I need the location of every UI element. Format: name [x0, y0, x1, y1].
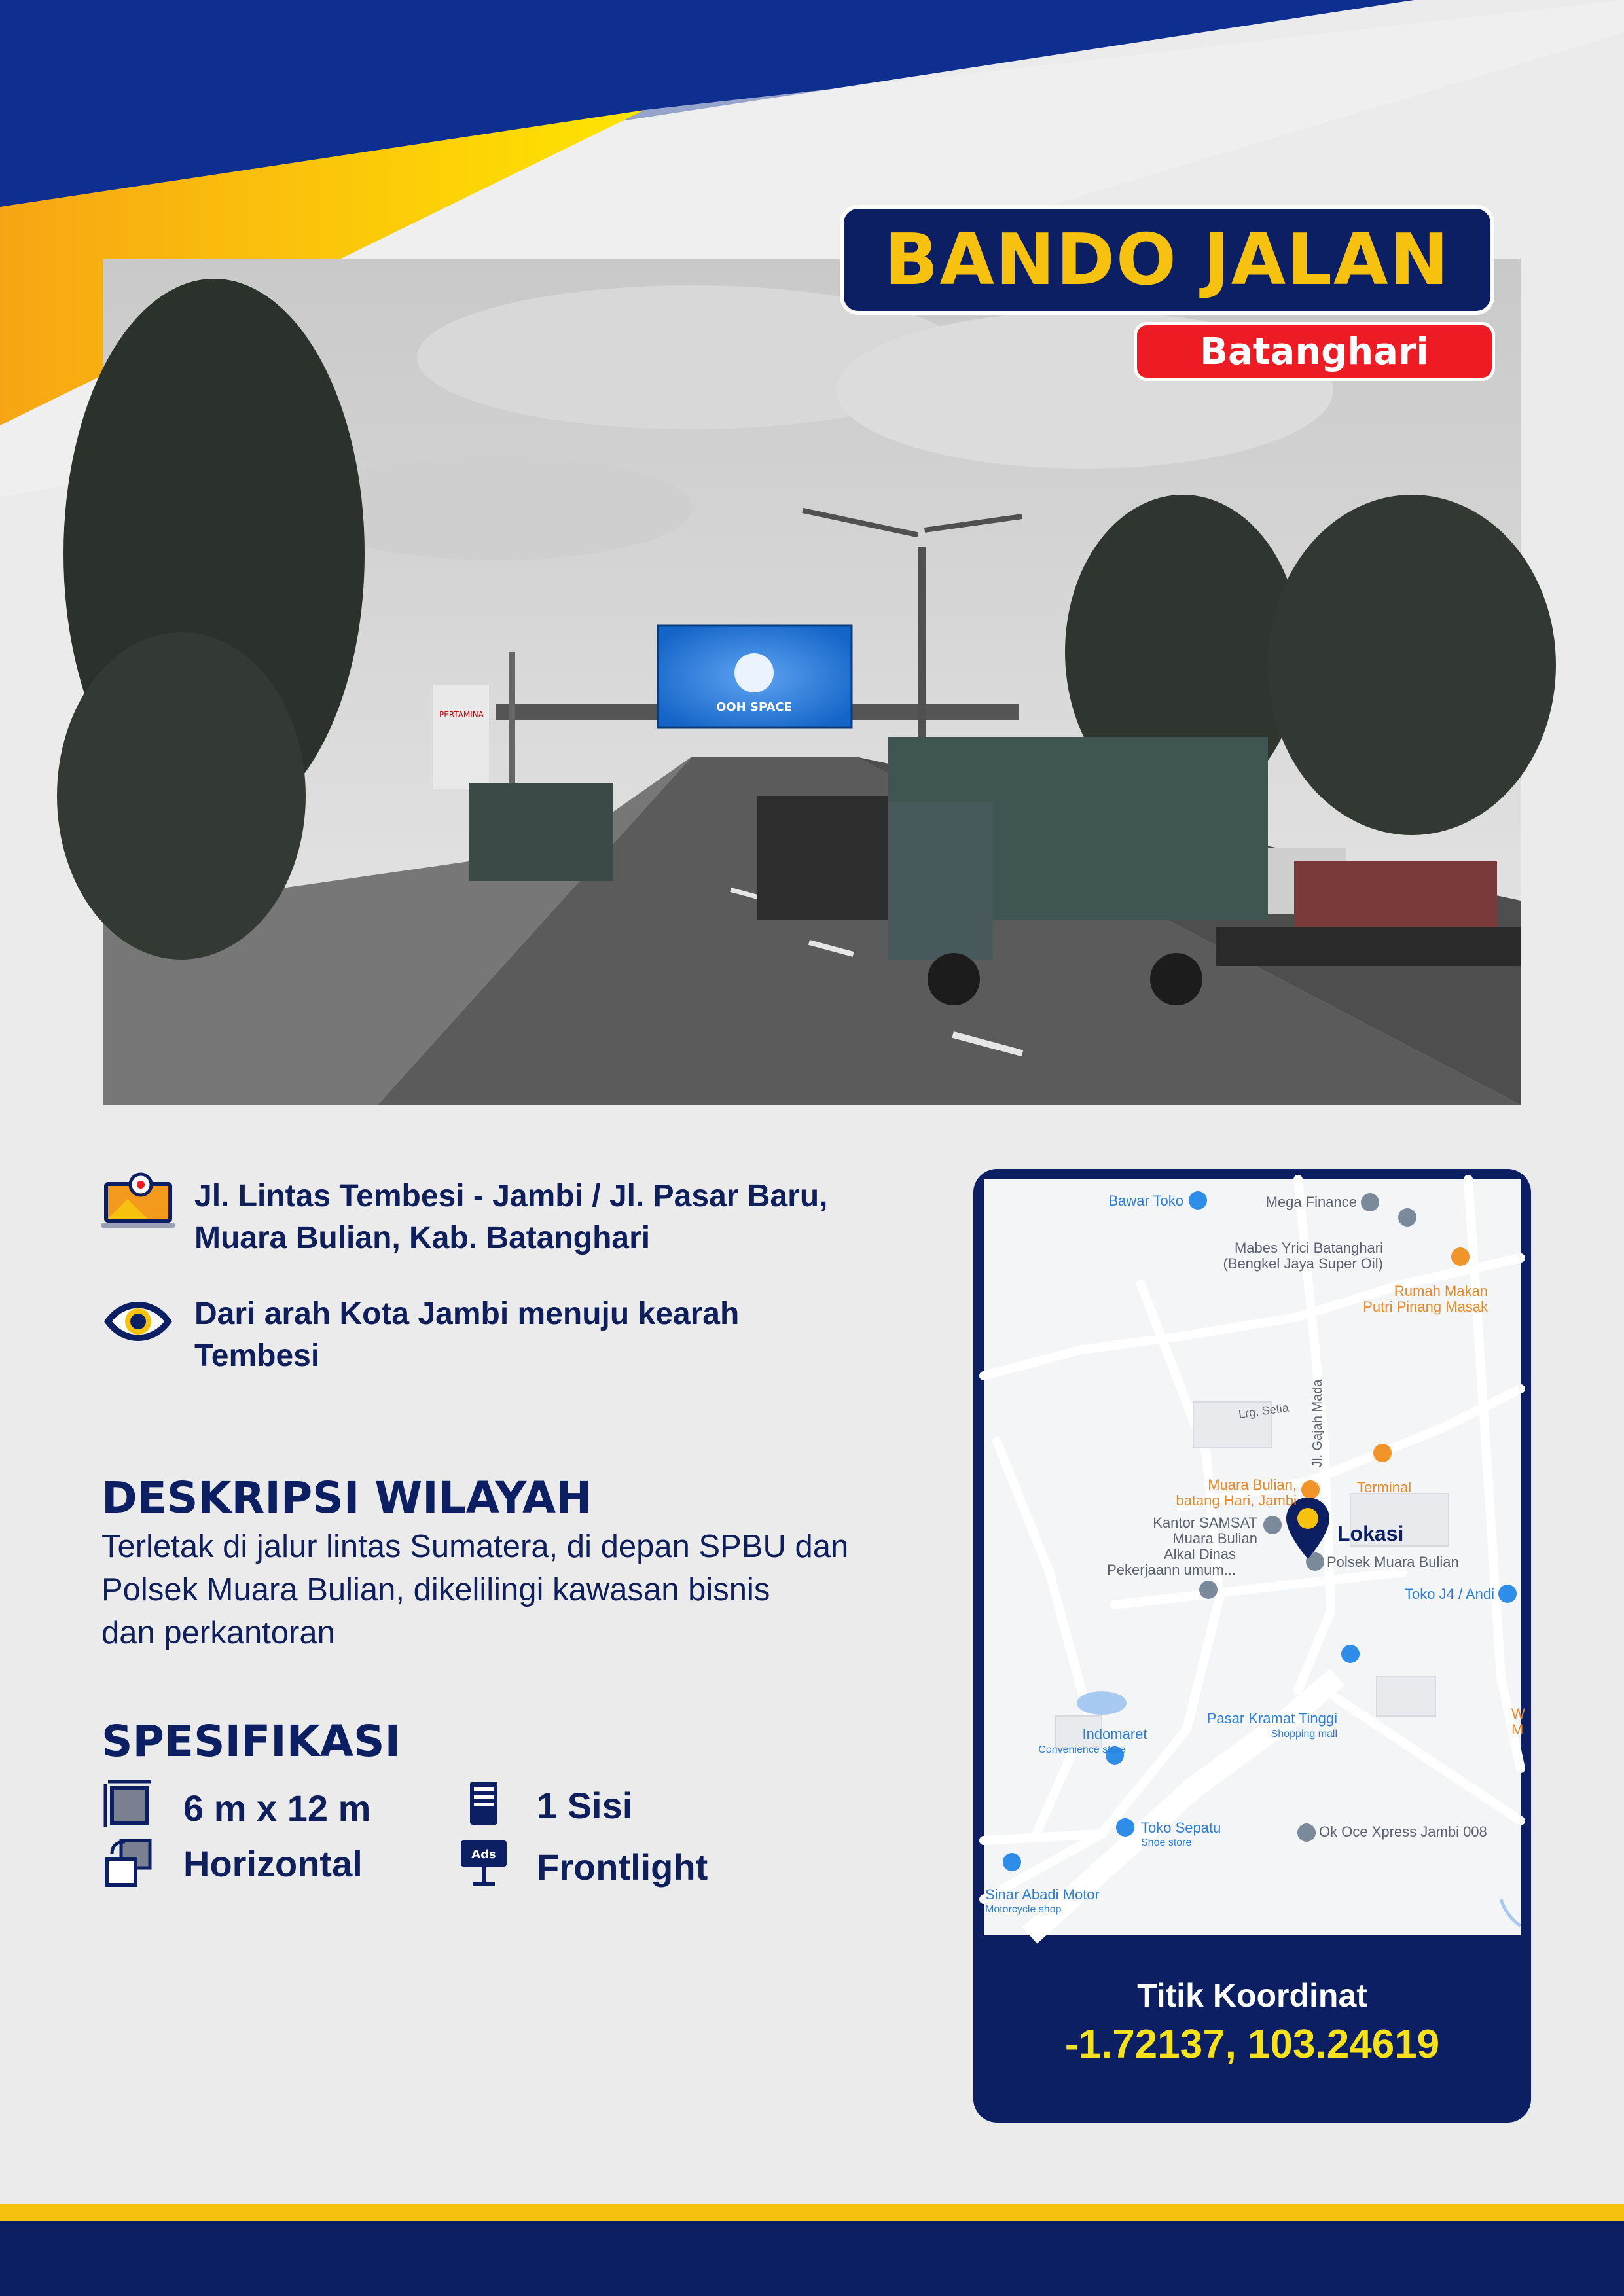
billboard-photo — [103, 259, 1521, 1105]
map-label-motorcycle-shop: Motorcycle shop — [985, 1904, 1062, 1915]
map-label-samsat-1: Kantor SAMSAT — [1153, 1515, 1257, 1531]
map-label-lokasi: Lokasi — [1337, 1522, 1404, 1545]
description-line-2: Polsek Muara Bulian, dikelilingi kawasan bisnis — [101, 1572, 770, 1607]
eye-icon — [101, 1292, 175, 1351]
direction-line-1: Dari arah Kota Jambi menuju kearah — [194, 1297, 740, 1331]
map-label-ok-oce: Ok Oce Xpress Jambi 008 — [1319, 1823, 1487, 1840]
map-label-samsat-2: Muara Bulian — [1172, 1530, 1257, 1547]
ads-label: Ads — [471, 1848, 496, 1861]
map-label-edge-m: M — [1511, 1721, 1524, 1738]
spec-orientation: Horizontal — [183, 1843, 363, 1884]
map-label-indomaret: Indomaret — [1082, 1726, 1147, 1742]
ads-billboard-icon — [458, 1837, 509, 1888]
map-label-muara-bulian-1: Muara Bulian, — [1208, 1477, 1297, 1493]
description-line-3: dan perkantoran — [101, 1615, 335, 1651]
map-label-muara-bulian-2: batang Hari, Jambi — [1176, 1492, 1297, 1509]
spec-sides: 1 Sisi — [537, 1785, 633, 1826]
map-label-rumah-makan-2: Putri Pinang Masak — [1363, 1299, 1488, 1315]
map-label-mega-finance: Mega Finance — [1265, 1194, 1357, 1210]
direction-line-2: Tembesi — [194, 1338, 320, 1373]
address-text — [194, 1175, 914, 1259]
map-label-toko-sepatu: Toko Sepatu — [1141, 1820, 1221, 1836]
map-label-rumah-makan-1: Rumah Makan — [1394, 1283, 1488, 1299]
region-badge: Batanghari — [1134, 322, 1495, 381]
map-label-jl-gajah-mada: Jl. Gajah Mada — [1310, 1379, 1325, 1467]
map-label-mabes-1: Mabes Yrici Batanghari — [1234, 1240, 1383, 1256]
map-label-convenience: Convenience store — [1038, 1744, 1126, 1755]
map-label-edge-w: W — [1511, 1706, 1525, 1722]
map-label-lrg-setia: Lrg. Setia — [1237, 1401, 1290, 1421]
coordinate-value: -1.72137, 103.24619 — [1064, 2022, 1440, 2067]
map-label-sinar-abadi: Sinar Abadi Motor — [985, 1886, 1100, 1903]
location-map[interactable] — [984, 1179, 1525, 1935]
sides-icon — [458, 1779, 509, 1830]
map-label-shopping-mall: Shopping mall — [1271, 1729, 1337, 1740]
map-label-alkal-1: Alkal Dinas — [1163, 1546, 1236, 1562]
map-label-shoe-store: Shoe store — [1141, 1837, 1192, 1848]
map-label-polsek: Polsek Muara Bulian — [1327, 1554, 1459, 1570]
footer-bar — [0, 2221, 1624, 2296]
map-location-icon — [101, 1173, 175, 1232]
page-title: BANDO JALAN — [840, 205, 1494, 315]
coordinate-label: Titik Koordinat — [1137, 1977, 1367, 2014]
direction-text — [194, 1293, 914, 1377]
map-label-mabes-2: (Bengkel Jaya Super Oil) — [1223, 1255, 1383, 1272]
specs-title: SPESIFIKASI — [101, 1716, 401, 1767]
description-title: DESKRIPSI WILAYAH — [101, 1473, 592, 1523]
spec-size: 6 m x 12 m — [183, 1787, 371, 1829]
map-label-alkal-2: Pekerjaann umum... — [1107, 1562, 1236, 1578]
map-label-terminal: Terminal — [1357, 1479, 1412, 1496]
orientation-icon — [103, 1837, 154, 1888]
address-line-1: Jl. Lintas Tembesi - Jambi / Jl. Pasar Baru, — [194, 1179, 828, 1213]
address-line-2: Muara Bulian, Kab. Batanghari — [194, 1221, 651, 1255]
spec-lighting: Frontlight — [537, 1846, 708, 1888]
size-icon — [103, 1779, 154, 1830]
description-text — [101, 1525, 952, 1655]
description-line-1: Terletak di jalur lintas Sumatera, di depan SPBU dan — [101, 1529, 849, 1564]
footer-accent-bar — [0, 2204, 1624, 2221]
map-label-toko-j4: Toko J4 / Andi — [1405, 1586, 1494, 1602]
billboard-text: OOH SPACE — [716, 700, 792, 714]
gas-station-sign: PERTAMINA — [439, 710, 484, 719]
map-label-bawar-toko: Bawar Toko — [1108, 1193, 1183, 1209]
map-label-pasar-kramat: Pasar Kramat Tinggi — [1206, 1710, 1337, 1727]
